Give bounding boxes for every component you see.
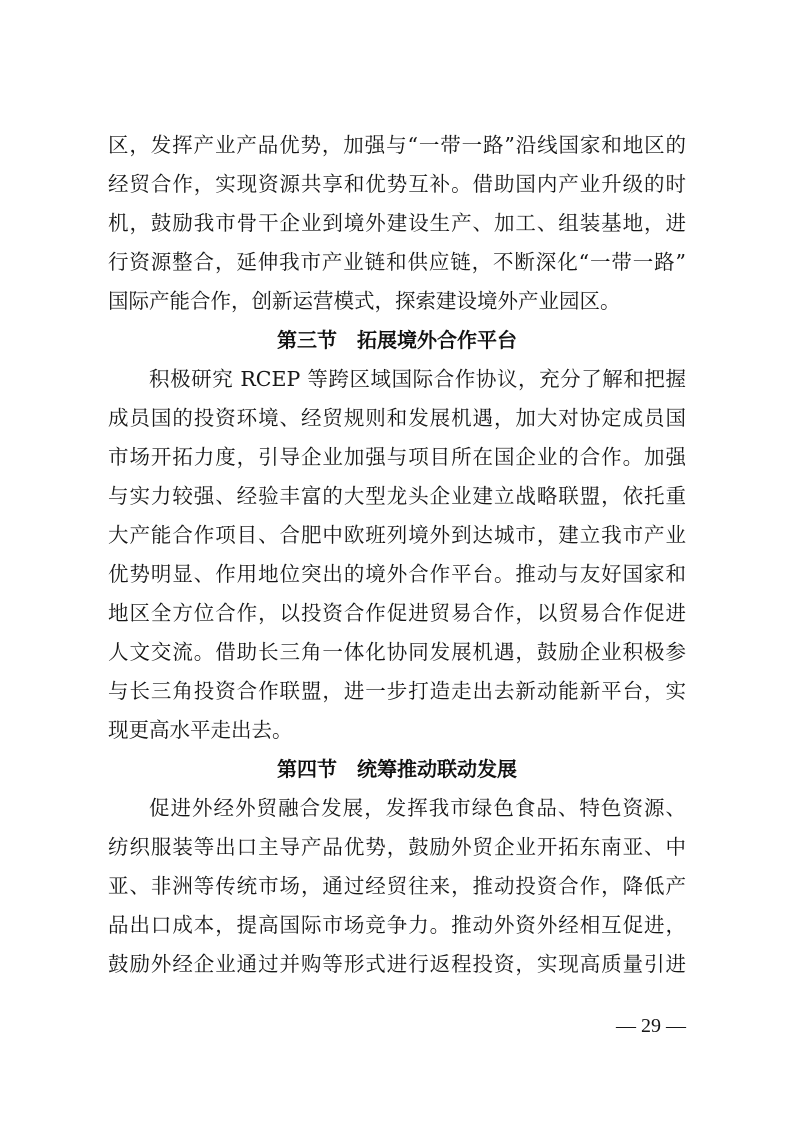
- text-line: 经贸合作，实现资源共享和优势互补。借助国内产业升级的时: [108, 172, 686, 196]
- text-line: 机，鼓励我市骨干企业到境外建设生产、加工、组装基地，进: [108, 211, 686, 235]
- text-line: 区，发挥产业产品优势，加强与“一带一路”沿线国家和地区的: [108, 133, 686, 157]
- body-text: [108, 126, 686, 984]
- text-line: 国际产能合作，创新运营模式，探索建设境外产业园区。: [108, 289, 621, 313]
- section-heading: 第四节 统筹推动联动发展: [277, 757, 517, 781]
- text-line: 大产能合作项目、合肥中欧班列境外到达城市，建立我市产业: [108, 523, 686, 547]
- text-line: 促进外经外贸融合发展，发挥我市绿色食品、特色资源、: [149, 796, 686, 820]
- text-line: 行资源整合，延伸我市产业链和供应链，不断深化“一带一路”: [108, 250, 686, 274]
- text-line: 与长三角投资合作联盟，进一步打造走出去新动能新平台，实: [108, 679, 686, 703]
- text-line: 亚、非洲等传统市场，通过经贸往来，推动投资合作，降低产: [108, 874, 686, 898]
- text-line: 地区全方位合作，以投资合作促进贸易合作，以贸易合作促进: [108, 601, 686, 625]
- text-line: 现更高水平走出去。: [108, 718, 293, 742]
- text-line: 积极研究 RCEP 等跨区域国际合作协议，充分了解和把握: [149, 367, 686, 391]
- text-line: 纺织服装等出口主导产品优势，鼓励外贸企业开拓东南亚、中: [108, 835, 686, 859]
- text-line: 与实力较强、经验丰富的大型龙头企业建立战略联盟，依托重: [108, 484, 686, 508]
- text-line: 鼓励外经企业通过并购等形式进行返程投资，实现高质量引进: [108, 952, 686, 976]
- text-line: 优势明显、作用地位突出的境外合作平台。推动与友好国家和: [108, 562, 686, 586]
- section-heading: 第三节 拓展境外合作平台: [277, 328, 517, 352]
- text-line: 市场开拓力度，引导企业加强与项目所在国企业的合作。加强: [108, 445, 686, 469]
- text-line: 品出口成本，提高国际市场竞争力。推动外资外经相互促进，: [108, 913, 686, 937]
- text-line: 人文交流。借助长三角一体化协同发展机遇，鼓励企业积极参: [108, 640, 686, 664]
- text-line: 成员国的投资环境、经贸规则和发展机遇，加大对协定成员国: [108, 406, 686, 430]
- page-number: — 29 —: [616, 1015, 686, 1037]
